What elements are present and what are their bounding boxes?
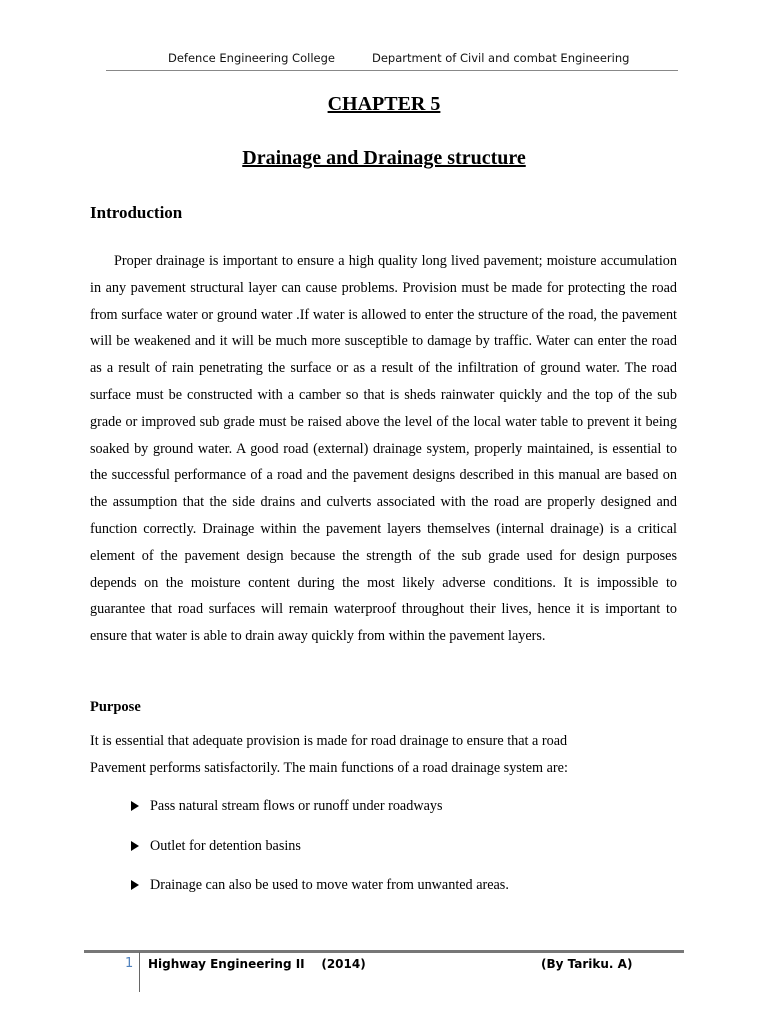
- purpose-heading: Purpose: [90, 699, 141, 715]
- purpose-line-2: Pavement performs satisfactorily. The main functions of a road drainage system are:: [90, 760, 568, 776]
- page-number: 1: [125, 956, 134, 971]
- list-item: [131, 877, 509, 894]
- footer-divider: [84, 950, 684, 953]
- list-item-text: Outlet for detention basins: [150, 838, 301, 854]
- header-college: Defence Engineering College: [168, 51, 335, 65]
- arrow-bullet-icon: [131, 841, 139, 851]
- footer-author: (By Tariku. A): [541, 957, 633, 971]
- purpose-line-1: It is essential that adequate provision is made for road drainage to ensure that a road: [90, 733, 568, 749]
- footer-vertical-divider: [139, 952, 140, 992]
- page-header: [0, 51, 768, 71]
- list-item: [131, 838, 301, 855]
- arrow-bullet-icon: [131, 880, 139, 890]
- header-divider: [106, 70, 678, 71]
- arrow-bullet-icon: [131, 801, 139, 811]
- chapter-heading: CHAPTER 5: [327, 93, 441, 115]
- footer-course: Highway Engineering II (2014): [148, 957, 366, 971]
- header-department: Department of Civil and combat Engineering: [372, 51, 630, 65]
- introduction-heading: Introduction: [90, 203, 183, 222]
- introduction-paragraph: Proper drainage is important to ensure a high quality long lived pavement; moisture accumulation in any pavement structural layer can cause problems. Provision must be made for protecting the road from surface water or ground water .If water is allowed to enter the structure of the road, the pavement will be weakened and it will be much more susceptible to damage by traffic. Water can enter the road as a result of rain penetrating the surface or as a result of the infiltration of ground water. The road surface must be constructed with a camber so that is sheds rainwater quickly and the top of the sub grade or improved sub grade must be raised above the level of the local water table to prevent it being soaked by ground water. A good road (external) drainage system, properly maintained, is essential to the successful performance of a road and the pavement designs described in this manual are based on the assumption that the side drains and culverts associated with the road are properly designed and function correctly. Drainage within the pavement layers themselves (internal drainage) is a critical element of the pavement design because the strength of the sub grade used for design purposes depends on the moisture content during the most likely adverse conditions. It is impossible to guarantee that road surfaces will remain waterproof throughout their lives, hence it is important to ensure that water is able to drain away quickly from within the pavement layers.: [90, 253, 677, 645]
- chapter-title: Drainage and Drainage structure: [242, 147, 526, 169]
- list-item-text: Drainage can also be used to move water from unwanted areas.: [150, 877, 509, 893]
- list-item-text: Pass natural stream flows or runoff under roadways: [150, 798, 443, 814]
- list-item: [131, 798, 442, 815]
